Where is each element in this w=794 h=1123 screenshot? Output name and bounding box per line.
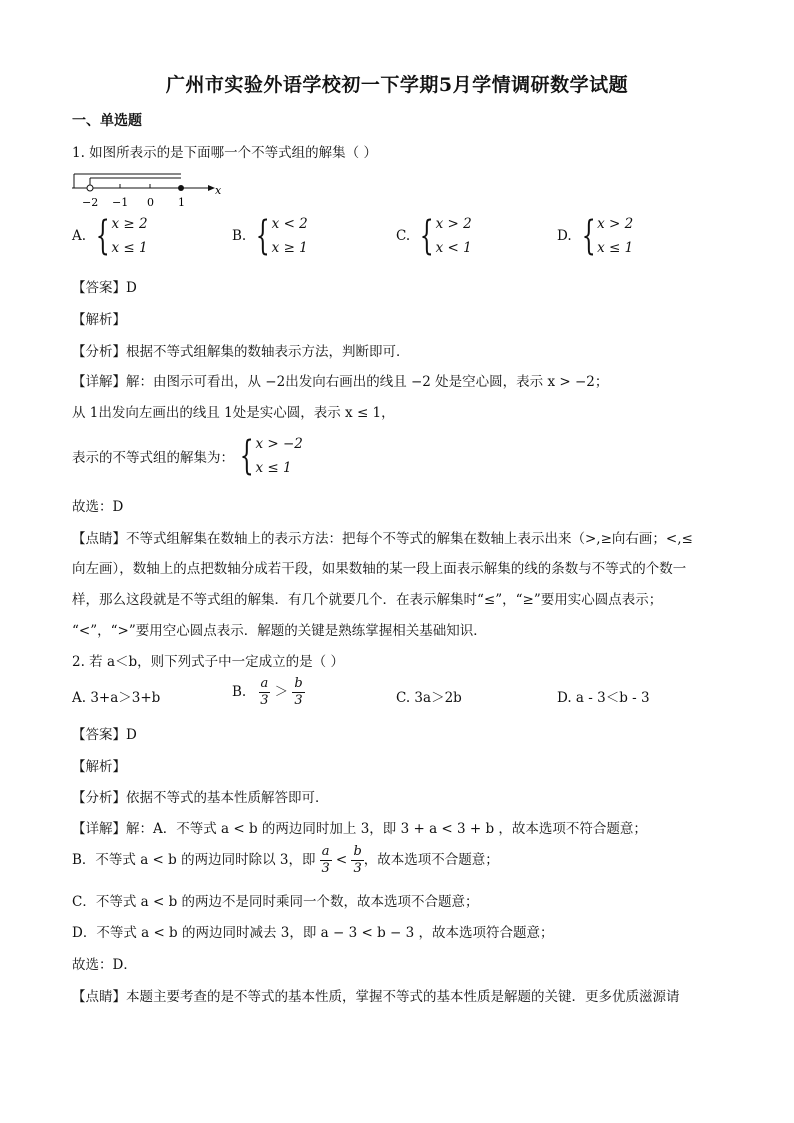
text: B．不等式 a < b 的两边同时除以 3，即 [72,852,316,868]
text: ，故本选项不合题意； [363,852,499,868]
axis-arrow [208,185,215,191]
tick-label: −1 [112,196,129,209]
operator: ＞ [274,684,289,700]
page-title: 广州市实验外语学校初一下学期5月学情调研数学试题 [165,74,629,96]
q1-dianjing-line4: “<”，“>”要用空心圆点表示．解题的关键是熟练掌握相关基础知识． [72,623,487,639]
axis-label: x [215,184,222,197]
q1-dianjing-line1: 【点睛】不等式组解集在数轴上的表示方法：把每个不等式的解集在数轴上表示出来（>,≥向右画；<,≤ [72,531,693,547]
ineq-row: x < 2 [271,216,308,232]
brace-icon: { [95,213,110,259]
q2-detail-line3: C．不等式 a < b 的两边不是同时乘同一个数，故本选项不合题意； [72,894,479,910]
q2-choose: 故选：D． [72,957,137,973]
q1-xiangjie-line2: 从 1出发向左画出的线且 1处是实心圆，表示 x ≤ 1， [72,405,395,421]
fraction: $\frac{a}{3}$ [321,844,330,876]
q2-analysis-heading: 【解析】 [72,759,126,775]
q2-answer: 【答案】D [72,727,137,743]
fraction: $\frac{b}{3}$ [353,844,362,876]
q1-analysis-heading: 【解析】 [72,312,126,328]
q1-option-c[interactable] [396,212,472,260]
number-line-figure [70,164,230,210]
ineq-row: x > 2 [435,216,472,232]
brace-icon: { [581,213,596,259]
option-label: C. [396,228,411,244]
option-label: B. [232,684,247,700]
q1-stem: 1. 如图所表示的是下面哪一个不等式组的解集（ ） [72,145,377,161]
q1-dianjing-line2: 向左画），数轴上的点把数轴分成若干段，如果数轴的某一段上面表示解集的线的条数与不等式的个数一 [72,561,687,577]
option-label: B. [232,228,247,244]
ineq-row: x ≤ 1 [255,460,292,476]
ineq-row: x ≥ 1 [271,240,308,256]
q1-solution-set [72,432,303,480]
q1-answer: 【答案】D [72,280,137,296]
ineq-row: x > 2 [597,216,634,232]
q1-option-a[interactable] [72,212,148,260]
tick-label: 1 [178,196,185,209]
q2-option-a[interactable]: A. 3+a＞3+b [72,690,161,706]
open-point [87,185,93,191]
operator: < [335,852,348,868]
q1-xiangjie-line1: 【详解】解：由图示可看出，从 −2出发向右画出的线且 −2 处是空心圆，表示 x > −2； [72,374,609,390]
brace-icon: { [255,213,270,259]
q2-dianjing: 【点睛】本题主要考查的是不等式的基本性质，掌握不等式的基本性质是解题的关键．更多优质滋源请 [72,989,680,1005]
option-label: D. [557,228,572,244]
q2-detail-line2 [72,844,499,877]
option-label: A. [72,228,87,244]
tick-label: −2 [82,196,99,209]
q1-choose: 故选：D [72,499,124,515]
q1-dianjing-line3: 样，那么这段就是不等式组的解集．有几个就要几个．在表示解集时“≤”，“≥”要用实心圆点表示； [72,592,663,608]
ineq-row: x < 1 [435,240,472,256]
brace-icon: { [419,213,434,259]
fraction: $\frac{b}{3}$ [294,676,303,708]
ineq-row: x ≤ 1 [111,240,148,256]
q2-fenxi: 【分析】依据不等式的基本性质解答即可． [72,790,329,806]
q1-fenxi: 【分析】根据不等式组解集的数轴表示方法，判断即可． [72,344,410,360]
q2-detail-line4: D．不等式 a < b 的两边同时减去 3，即 a − 3 < b − 3 ，故本选项符合题意； [72,925,554,941]
ineq-row: x ≤ 1 [597,240,634,256]
q2-stem: 2. 若 a＜b，则下列式子中一定成立的是（ ） [72,654,344,670]
tick-label: 0 [147,196,154,209]
q2-option-c[interactable]: C. 3a＞2b [396,690,462,706]
fraction: $\frac{a}{3}$ [260,676,269,708]
q2-option-b[interactable] [232,676,305,709]
solution-label: 表示的不等式组的解集为： [72,450,234,466]
q1-option-d[interactable] [557,212,633,260]
ineq-row: x ≥ 2 [111,216,148,232]
ineq-row: x > −2 [255,436,303,452]
closed-point [178,185,184,191]
q1-option-b[interactable] [232,212,308,260]
section-heading: 一、单选题 [72,113,142,129]
q2-detail-line1: 【详解】解：A．不等式 a < b 的两边同时加上 3，即 3 + a < 3 + b ，故本选项不符合题意； [72,821,647,837]
brace-icon: { [239,433,254,479]
q2-option-d[interactable]: D. a - 3＜b - 3 [557,690,650,706]
